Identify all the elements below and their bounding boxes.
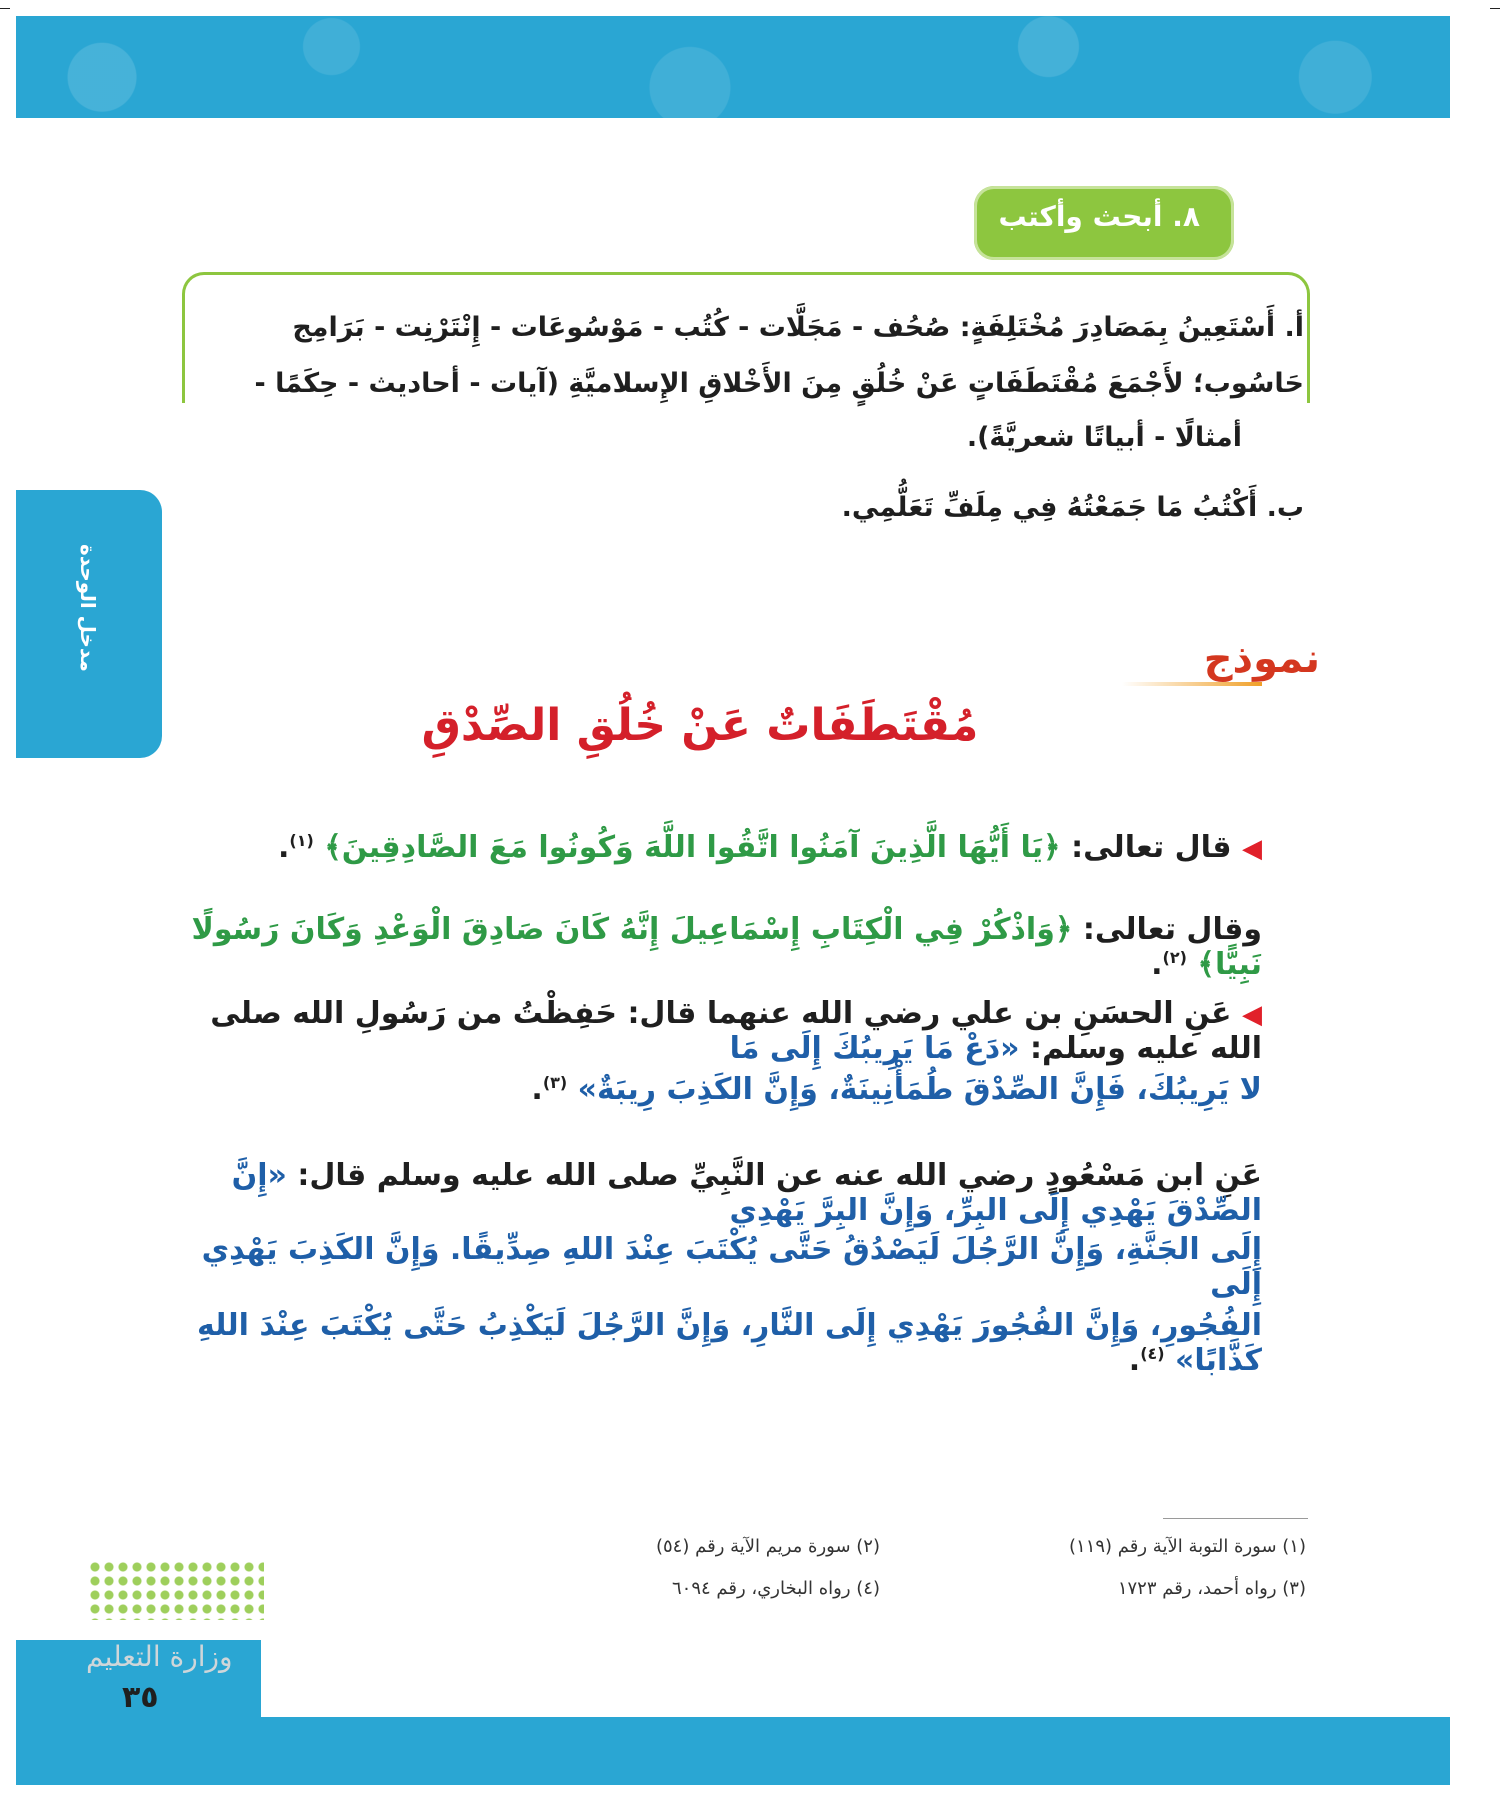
section-heading: ٨. أبحث وأكتب <box>998 200 1200 233</box>
hadith-2-line-1 <box>182 1158 1262 1228</box>
hadith-2-text-part2: إِلَى الجَنَّةِ، وَإِنَّ الرَّجُلَ لَيَصْدُقُ حَتَّى يُكْتَبَ عِنْدَ اللهِ صِدِّيقًا. وَإِنَّ الكَذِبَ يَهْدِي إِلَى <box>201 1232 1262 1302</box>
hadith-2-text-part1: «إِنَّ الصِّدْقَ يَهْدِي إِلَى البِرِّ، وَإِنَّ البِرَّ يَهْدِي <box>231 1158 1262 1228</box>
hadith-2-line-3: الفُجُورِ، وَإِنَّ الفُجُورَ يَهْدِي إِلَى النَّارِ، وَإِنَّ الرَّجُلَ لَيَكْذِبُ حَتَّى يُكْتَبَ عِنْدَ اللهِ كَذَّابًا» $^{(٤)}$. <box>196 1308 1262 1378</box>
verse-2-intro: وقال تعالى: <box>1082 912 1262 947</box>
ministry-logo-text: وزارة التعليم <box>86 1640 233 1673</box>
verse-2-text: ﴿وَاذْكُرْ فِي الْكِتَابِ إِسْمَاعِيلَ إِنَّهُ كَانَ صَادِقَ الْوَعْدِ وَكَانَ رَسُولًا نَبِيًّا﴾ <box>191 912 1262 982</box>
footnote-ref-3: (٣) <box>542 1073 568 1092</box>
model-badge-underline <box>1122 682 1262 686</box>
section-heading-tab <box>974 186 1234 260</box>
top-decorative-band <box>16 16 1450 118</box>
unit-side-tab-label: مدخل الوحدة <box>76 544 100 672</box>
ministry-logo-icon <box>88 1560 264 1620</box>
unit-side-tab[interactable] <box>16 490 162 758</box>
verse-1-text: ﴿يَا أَيُّهَا الَّذِينَ آمَنُوا اتَّقُوا اللَّهَ وَكُونُوا مَعَ الصَّادِقِينَ﴾ <box>324 830 1061 865</box>
hadith-1-intro: عَنِ الحسَنِ بن علي رضي الله عنهما قال: حَفِظْتُ من رَسُولِ الله صلى الله عليه وسلم: <box>210 996 1262 1066</box>
footnote-1: (١) سورة التوبة الآية رقم (١١٩) <box>1069 1536 1306 1557</box>
crop-mark-top-left <box>0 8 10 9</box>
footnote-3: (٣) رواه أحمد، رقم ١٧٢٣ <box>1117 1578 1306 1599</box>
instruction-a-line2: حَاسُوب؛ لأَجْمَعَ مُقْتَطَفَاتٍ عَنْ خُلُقٍ مِنَ الأَخْلاقِ الإِسلاميَّةِ (آيات - أحاديث - حِكَمًا - <box>254 368 1304 399</box>
footnote-ref-1: (١) <box>289 831 314 850</box>
hadith-1-line-2: لا يَرِيبُكَ، فَإِنَّ الصِّدْقَ طُمَأْنِينَةٌ، وَإِنَّ الكَذِبَ رِيبَةٌ» $^{(٣)}$. <box>531 1072 1262 1107</box>
hadith-1-line-1 <box>182 996 1262 1066</box>
footnote-ref-4: (٤) <box>1140 1344 1165 1363</box>
page-title: مُقْتَطَفَاتٌ عَنْ خُلُقِ الصِّدْقِ <box>421 700 979 751</box>
hadith-2-intro: عَنِ ابن مَسْعُودٍ رضي الله عنه عن النَّبِيِّ صلى الله عليه وسلم قال: <box>297 1158 1262 1193</box>
instruction-a-line1: أ. أَسْتَعِينُ بِمَصَادِرَ مُخْتَلِفَةٍ: صُحُف - مَجَلَّات - كُتُب - مَوْسُوعَات - إِنْتَرْنِت - بَرَامِج <box>292 312 1304 343</box>
bottom-decorative-band <box>16 1717 1450 1785</box>
footnote-4: (٤) رواه البخاري، رقم ٦٠٩٤ <box>672 1578 880 1599</box>
bullet-arrow-icon: ◀ <box>1242 1000 1262 1030</box>
verse-line-1: ◀ قال تعالى: ﴿يَا أَيُّهَا الَّذِينَ آمَنُوا اتَّقُوا اللَّهَ وَكُونُوا مَعَ الصَّادِقِينَ﴾ $^{(١)}$. <box>277 830 1262 865</box>
footnote-2: (٢) سورة مريم الآية رقم (٥٤) <box>655 1536 880 1557</box>
model-badge <box>1120 630 1320 710</box>
footnote-ref-2: (٢) <box>1162 948 1187 967</box>
hadith-1-text-part2: لا يَرِيبُكَ، فَإِنَّ الصِّدْقَ طُمَأْنِينَةٌ، وَإِنَّ الكَذِبَ رِيبَةٌ» <box>577 1072 1262 1107</box>
hadith-2-line-2 <box>182 1232 1262 1302</box>
hadith-1-text-part1: «دَعْ مَا يَرِيبُكَ إِلَى مَا <box>729 1031 1020 1066</box>
hadith-2-text-part3: الفُجُورِ، وَإِنَّ الفُجُورَ يَهْدِي إِلَى النَّارِ، وَإِنَّ الرَّجُلَ لَيَكْذِبُ حَتَّى يُكْتَبَ عِنْدَ اللهِ كَذَّابًا» <box>196 1308 1262 1378</box>
verse-line-2: وقال تعالى: ﴿وَاذْكُرْ فِي الْكِتَابِ إِسْمَاعِيلَ إِنَّهُ كَانَ صَادِقَ الْوَعْدِ وَكَانَ رَسُولًا نَبِيًّا﴾ $^{(٢)}$. <box>191 912 1262 982</box>
instruction-b: ب. أَكْتُبُ مَا جَمَعْتُهُ فِي مِلَفِّ تَعَلُّمِي. <box>841 492 1304 523</box>
verse-1-intro: قال تعالى: <box>1071 830 1232 865</box>
crop-mark-top-right <box>1490 8 1500 9</box>
instruction-a-line3: أمثالًا - أبياتًا شعريَّةً). <box>966 422 1242 453</box>
page-number: ٣٥ <box>122 1680 159 1715</box>
footnote-divider <box>1163 1518 1308 1519</box>
model-badge-label: نموذج <box>1203 636 1320 682</box>
bullet-arrow-icon: ◀ <box>1242 834 1262 864</box>
